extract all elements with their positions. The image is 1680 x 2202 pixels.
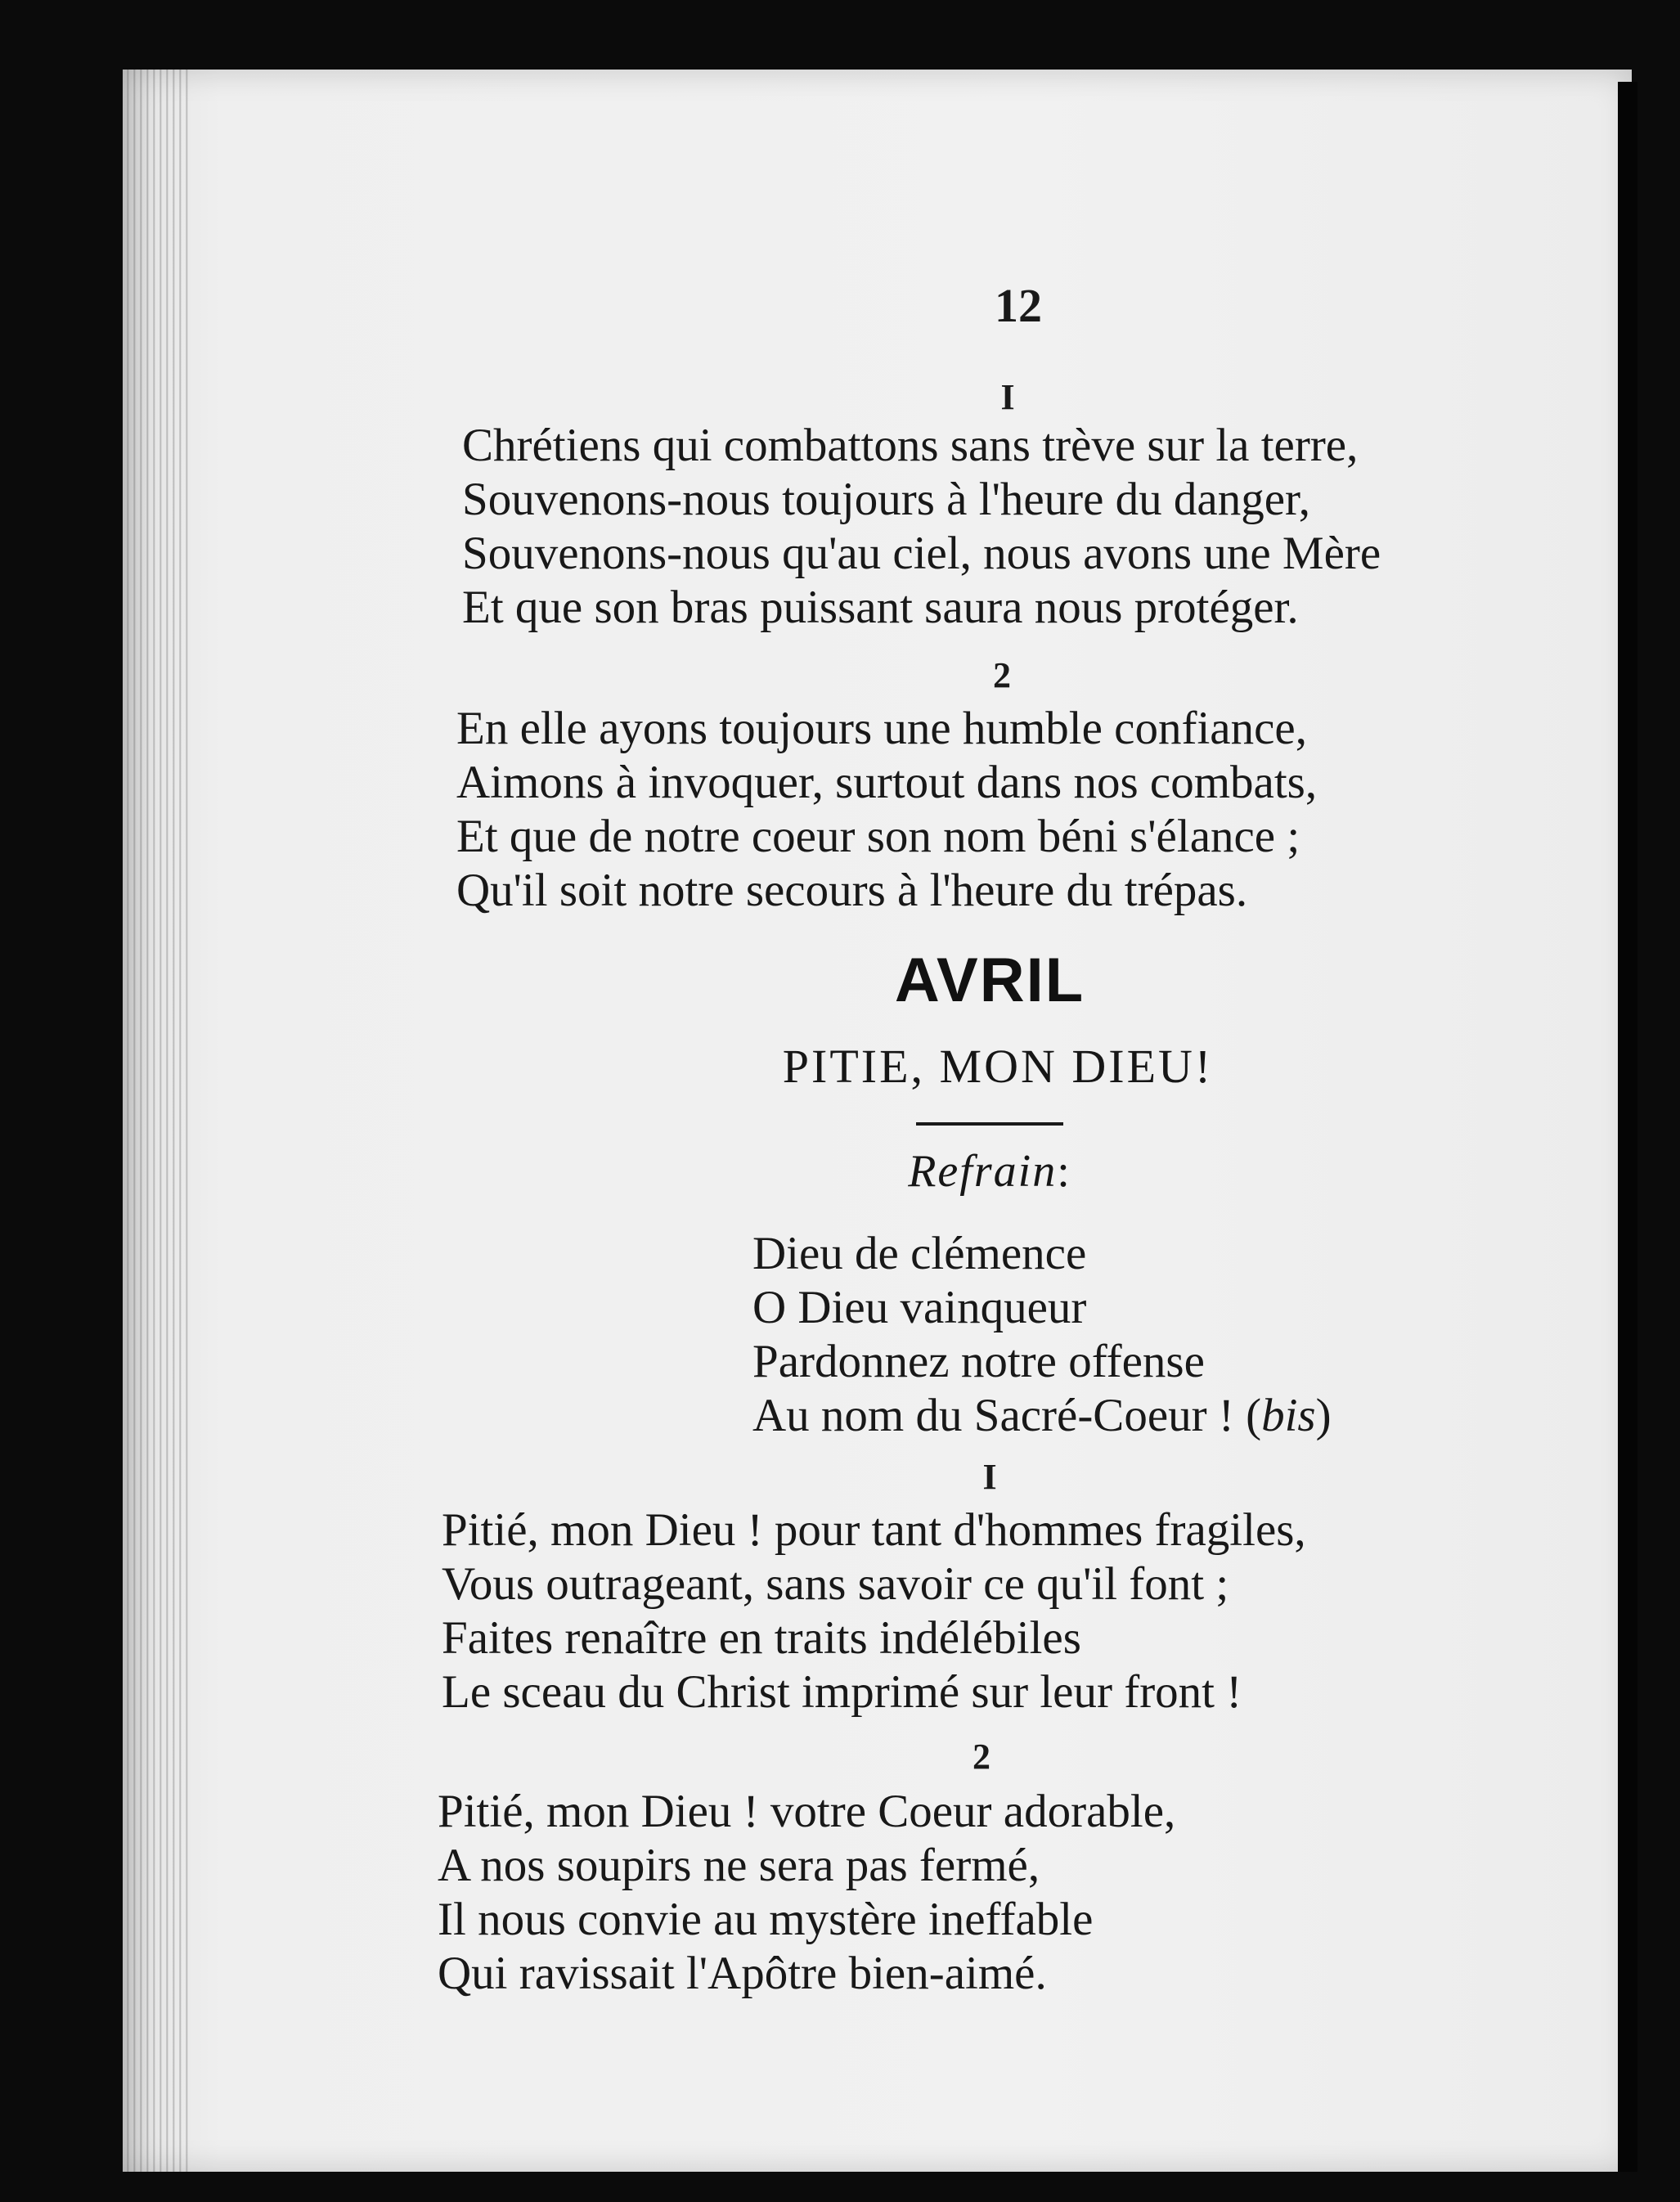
stanza-numeral: 2 bbox=[993, 655, 1011, 695]
refrain-label-colon: : bbox=[1057, 1146, 1071, 1197]
verse-line: Souvenons-nous qu'au ciel, nous avons une Mère bbox=[462, 528, 1381, 579]
stanza bbox=[438, 1785, 1175, 2001]
title-rule bbox=[916, 1122, 1063, 1126]
stanza-numeral: I bbox=[982, 1457, 997, 1497]
verse-line: Qu'il soit notre secours à l'heure du trépas. bbox=[456, 865, 1248, 916]
verse-line: Et que de notre coeur son nom béni s'élance ; bbox=[456, 811, 1300, 862]
verse-line: Faites renaître en traits indélébiles bbox=[442, 1612, 1081, 1664]
refrain-line bbox=[752, 1389, 1332, 1443]
refrain-label-text: Refrain bbox=[908, 1146, 1058, 1197]
refrain-last-close: ) bbox=[1315, 1390, 1332, 1441]
refrain-label bbox=[883, 1145, 1096, 1198]
month-heading: AVRIL bbox=[894, 946, 1085, 1015]
verse-line: Pitié, mon Dieu ! votre Coeur adorable, bbox=[438, 1786, 1176, 1837]
stanza-numeral: 2 bbox=[973, 1737, 990, 1777]
scan-border bbox=[0, 2172, 1680, 2202]
stanza bbox=[456, 702, 1317, 918]
refrain-line: O Dieu vainqueur bbox=[752, 1282, 1087, 1333]
page-number: 12 bbox=[995, 279, 1042, 332]
hymn-title: PITIE, MON DIEU! bbox=[782, 1040, 1214, 1093]
refrain-line: Pardonnez notre offense bbox=[752, 1336, 1205, 1387]
stanza bbox=[462, 419, 1381, 635]
verse-line: A nos soupirs ne sera pas fermé, bbox=[438, 1840, 1040, 1891]
verse-line: En elle ayons toujours une humble confiance, bbox=[456, 703, 1307, 754]
page-edges bbox=[123, 70, 188, 2172]
verse-line: Aimons à invoquer, surtout dans nos combats, bbox=[456, 757, 1318, 808]
stanza bbox=[442, 1503, 1306, 1719]
stanza-numeral: I bbox=[1000, 377, 1015, 417]
verse-line: Souvenons-nous toujours à l'heure du danger, bbox=[462, 474, 1310, 525]
verse-line: Il nous convie au mystère ineffable bbox=[438, 1894, 1094, 1945]
verse-line: Pitié, mon Dieu ! pour tant d'hommes fragiles, bbox=[442, 1504, 1306, 1556]
refrain bbox=[752, 1227, 1332, 1443]
verse-line: Qui ravissait l'Apôtre bien-aimé. bbox=[438, 1948, 1047, 1999]
verse-line: Vous outrageant, sans savoir ce qu'il font ; bbox=[442, 1558, 1229, 1610]
refrain-last-line: Au nom du Sacré-Coeur ! ( bbox=[752, 1390, 1262, 1441]
bis-marker: bis bbox=[1261, 1390, 1316, 1441]
verse-line: Le sceau du Christ imprimé sur leur front ! bbox=[442, 1666, 1242, 1718]
refrain-line: Dieu de clémence bbox=[752, 1228, 1087, 1279]
verse-line: Chrétiens qui combattons sans trève sur la terre, bbox=[462, 420, 1359, 471]
book-binding bbox=[1618, 82, 1637, 2176]
verse-line: Et que son bras puissant saura nous protéger. bbox=[462, 582, 1299, 633]
